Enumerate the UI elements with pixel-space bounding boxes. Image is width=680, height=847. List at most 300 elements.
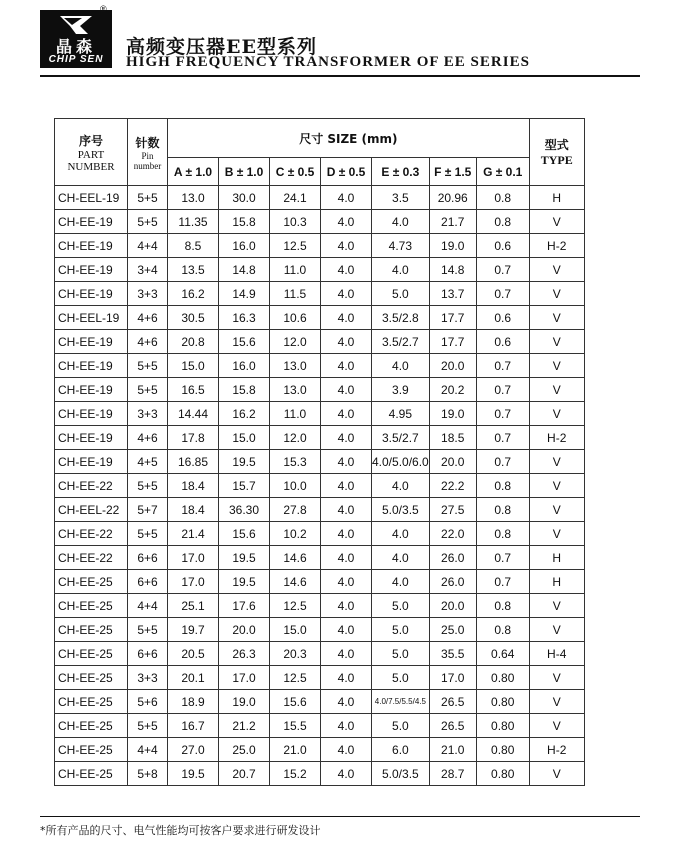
- header-divider: [40, 75, 640, 77]
- part-number-cell: CH-EE-22: [55, 546, 128, 570]
- table-cell: 5.0: [372, 594, 430, 618]
- table-cell: 20.0: [429, 354, 476, 378]
- table-cell: 30.5: [168, 306, 219, 330]
- table-cell: 4.0: [321, 426, 372, 450]
- table-cell: 5.0/3.5: [372, 498, 430, 522]
- table-cell: 4.0: [321, 258, 372, 282]
- table-cell: 5.0/3.5: [372, 762, 430, 786]
- table-cell: 3.5/2.8: [372, 306, 430, 330]
- header-part-cn: 序号: [78, 133, 103, 148]
- table-cell: 5.0: [372, 714, 430, 738]
- table-cell: 0.80: [476, 690, 529, 714]
- table-cell: 4.0: [321, 354, 372, 378]
- table-cell: 11.35: [168, 210, 219, 234]
- table-cell: V: [529, 498, 584, 522]
- table-cell: 26.0: [429, 546, 476, 570]
- table-cell: 15.0: [270, 618, 321, 642]
- table-cell: 0.8: [476, 474, 529, 498]
- table-cell: 4.0: [321, 738, 372, 762]
- part-number-cell: CH-EE-19: [55, 258, 128, 282]
- table-cell: 4.0: [372, 210, 430, 234]
- table-cell: 11.0: [270, 402, 321, 426]
- table-cell: 4.0: [372, 546, 430, 570]
- table-cell: 4.0: [321, 234, 372, 258]
- header-dim-2: C ± 0.5: [270, 158, 321, 186]
- part-number-cell: CH-EE-19: [55, 234, 128, 258]
- table-cell: H: [529, 186, 584, 210]
- table-cell: 6+6: [128, 570, 168, 594]
- table-cell: H-4: [529, 642, 584, 666]
- table-cell: 0.6: [476, 330, 529, 354]
- table-cell: 0.7: [476, 402, 529, 426]
- table-cell: 18.4: [168, 474, 219, 498]
- table-cell: 16.85: [168, 450, 219, 474]
- table-cell: 4.73: [372, 234, 430, 258]
- table-cell: 22.2: [429, 474, 476, 498]
- table-cell: 15.3: [270, 450, 321, 474]
- table-cell: 3+4: [128, 258, 168, 282]
- table-cell: V: [529, 666, 584, 690]
- table-cell: 4.0: [321, 666, 372, 690]
- table-cell: 14.6: [270, 570, 321, 594]
- part-number-cell: CH-EE-19: [55, 378, 128, 402]
- part-number-cell: CH-EE-25: [55, 762, 128, 786]
- header-pin-number: [128, 119, 168, 186]
- table-row: [55, 546, 585, 570]
- table-cell: 17.0: [168, 570, 219, 594]
- header-part-number: [55, 119, 128, 186]
- table-cell: 16.7: [168, 714, 219, 738]
- table-cell: 4.0: [372, 474, 430, 498]
- table-cell: 19.5: [168, 762, 219, 786]
- table-row: [55, 474, 585, 498]
- table-cell: 21.4: [168, 522, 219, 546]
- part-number-cell: CH-EE-22: [55, 522, 128, 546]
- table-cell: 17.0: [219, 666, 270, 690]
- table-cell: 0.6: [476, 234, 529, 258]
- table-cell: V: [529, 618, 584, 642]
- table-cell: 20.7: [219, 762, 270, 786]
- table-cell: 0.8: [476, 618, 529, 642]
- table-cell: 17.0: [429, 666, 476, 690]
- table-cell: 6+6: [128, 546, 168, 570]
- table-cell: V: [529, 714, 584, 738]
- table-cell: V: [529, 210, 584, 234]
- table-cell: 3.9: [372, 378, 430, 402]
- table-cell: H-2: [529, 738, 584, 762]
- table-cell: 19.5: [219, 450, 270, 474]
- table-cell: 18.5: [429, 426, 476, 450]
- table-cell: 5.0: [372, 618, 430, 642]
- table-cell: 4+4: [128, 234, 168, 258]
- table-cell: 3.5/2.7: [372, 426, 430, 450]
- table-cell: 4.0: [321, 474, 372, 498]
- header-size: 尺寸 SIZE (mm): [168, 119, 530, 158]
- header-dim-1: B ± 1.0: [219, 158, 270, 186]
- table-cell: 4.0/7.5/5.5/4.5: [372, 690, 430, 714]
- table-cell: 14.9: [219, 282, 270, 306]
- table-cell: 4.0: [372, 354, 430, 378]
- table-cell: 4.0: [321, 690, 372, 714]
- table-cell: 11.5: [270, 282, 321, 306]
- header-pin-cn: 针数: [135, 135, 160, 150]
- table-cell: 10.0: [270, 474, 321, 498]
- table-cell: 21.2: [219, 714, 270, 738]
- table-cell: 4.0: [321, 330, 372, 354]
- logo: [40, 10, 112, 68]
- table-cell: H: [529, 546, 584, 570]
- table-cell: V: [529, 594, 584, 618]
- table-cell: 0.8: [476, 210, 529, 234]
- table-cell: 4.0: [321, 546, 372, 570]
- table-cell: 19.0: [429, 402, 476, 426]
- table-cell: 20.0: [429, 594, 476, 618]
- table-cell: 16.0: [219, 234, 270, 258]
- table-cell: 15.7: [219, 474, 270, 498]
- table-cell: V: [529, 282, 584, 306]
- table-row: [55, 402, 585, 426]
- table-row: [55, 258, 585, 282]
- table-cell: V: [529, 378, 584, 402]
- table-cell: 4.0: [321, 570, 372, 594]
- table-cell: 25.1: [168, 594, 219, 618]
- table-cell: 5+5: [128, 618, 168, 642]
- table-cell: 4+4: [128, 594, 168, 618]
- table-cell: 25.0: [429, 618, 476, 642]
- table-cell: 4.0: [321, 450, 372, 474]
- table-row: [55, 738, 585, 762]
- header-dim-6: G ± 0.1: [476, 158, 529, 186]
- table-cell: 0.8: [476, 498, 529, 522]
- registered-mark: ®: [100, 4, 107, 14]
- table-cell: V: [529, 474, 584, 498]
- table-cell: 4.0: [372, 522, 430, 546]
- part-number-cell: CH-EE-25: [55, 570, 128, 594]
- table-cell: 11.0: [270, 258, 321, 282]
- table-cell: 4.0/5.0/6.0: [372, 450, 430, 474]
- table-cell: 5+5: [128, 522, 168, 546]
- table-cell: 15.8: [219, 378, 270, 402]
- table-cell: 0.7: [476, 282, 529, 306]
- table-cell: 13.5: [168, 258, 219, 282]
- table-cell: 17.0: [168, 546, 219, 570]
- table-cell: 20.96: [429, 186, 476, 210]
- part-number-cell: CH-EE-25: [55, 594, 128, 618]
- footer-divider: [40, 816, 640, 817]
- table-cell: 4.95: [372, 402, 430, 426]
- table-cell: H-2: [529, 426, 584, 450]
- table-cell: 19.0: [219, 690, 270, 714]
- table-cell: 3.5/2.7: [372, 330, 430, 354]
- table-cell: 4+6: [128, 306, 168, 330]
- table-cell: 4.0: [321, 714, 372, 738]
- logo-mark-icon: [58, 14, 94, 36]
- table-cell: 15.6: [270, 690, 321, 714]
- table-cell: 4.0: [321, 306, 372, 330]
- table-cell: 0.6: [476, 306, 529, 330]
- table-cell: 4.0: [321, 618, 372, 642]
- table-row: [55, 210, 585, 234]
- table-cell: 4.0: [321, 282, 372, 306]
- table-cell: 13.0: [168, 186, 219, 210]
- logo-cn-text: 晶森: [55, 37, 96, 56]
- header-type-cn: 型式: [544, 138, 569, 152]
- part-number-cell: CH-EE-19: [55, 210, 128, 234]
- table-cell: 21.0: [270, 738, 321, 762]
- table-cell: 10.2: [270, 522, 321, 546]
- table-cell: 4.0: [321, 642, 372, 666]
- table-cell: 4.0: [321, 498, 372, 522]
- table-cell: 20.3: [270, 642, 321, 666]
- header-part-en-2: NUMBER: [67, 160, 115, 173]
- table-cell: 21.7: [429, 210, 476, 234]
- table-cell: 26.5: [429, 714, 476, 738]
- header-pin-en-2: number: [133, 160, 162, 171]
- part-number-cell: CH-EE-22: [55, 474, 128, 498]
- table-row: [55, 762, 585, 786]
- table-cell: 27.8: [270, 498, 321, 522]
- table-cell: 16.5: [168, 378, 219, 402]
- table-cell: 15.0: [168, 354, 219, 378]
- table-cell: 15.5: [270, 714, 321, 738]
- table-cell: 28.7: [429, 762, 476, 786]
- table-cell: 4.0: [321, 402, 372, 426]
- table-row: [55, 570, 585, 594]
- table-row: [55, 330, 585, 354]
- part-number-cell: CH-EEL-19: [55, 306, 128, 330]
- part-number-cell: CH-EEL-19: [55, 186, 128, 210]
- table-cell: 10.6: [270, 306, 321, 330]
- table-cell: 5+5: [128, 378, 168, 402]
- table-cell: 14.8: [429, 258, 476, 282]
- table-cell: 20.1: [168, 666, 219, 690]
- table-cell: 17.7: [429, 330, 476, 354]
- table-cell: 13.0: [270, 378, 321, 402]
- table-row: [55, 642, 585, 666]
- table-cell: 14.6: [270, 546, 321, 570]
- table-cell: 20.2: [429, 378, 476, 402]
- table-row: [55, 522, 585, 546]
- table-cell: 12.0: [270, 330, 321, 354]
- table-cell: 6.0: [372, 738, 430, 762]
- table-cell: 4.0: [321, 186, 372, 210]
- table-cell: 5+5: [128, 714, 168, 738]
- part-number-cell: CH-EEL-22: [55, 498, 128, 522]
- table-row: [55, 666, 585, 690]
- table-cell: 13.0: [270, 354, 321, 378]
- table-cell: 0.7: [476, 378, 529, 402]
- table-cell: 10.3: [270, 210, 321, 234]
- table-cell: 12.5: [270, 666, 321, 690]
- table-cell: 26.5: [429, 690, 476, 714]
- table-cell: 12.0: [270, 426, 321, 450]
- part-number-cell: CH-EE-19: [55, 282, 128, 306]
- table-cell: 12.5: [270, 234, 321, 258]
- table-cell: 4.0: [372, 570, 430, 594]
- table-cell: 4+6: [128, 330, 168, 354]
- header-pin-en-1: Pin: [141, 150, 154, 161]
- table-cell: 20.0: [219, 618, 270, 642]
- table-cell: 30.0: [219, 186, 270, 210]
- table-cell: V: [529, 522, 584, 546]
- table-cell: 4.0: [321, 594, 372, 618]
- table-cell: 5+5: [128, 474, 168, 498]
- table-cell: 5+5: [128, 186, 168, 210]
- table-cell: 19.0: [429, 234, 476, 258]
- part-number-cell: CH-EE-25: [55, 738, 128, 762]
- table-cell: 20.8: [168, 330, 219, 354]
- table-cell: 0.7: [476, 570, 529, 594]
- table-cell: 13.7: [429, 282, 476, 306]
- table-cell: 15.6: [219, 330, 270, 354]
- table-cell: H: [529, 570, 584, 594]
- table-cell: 6+6: [128, 642, 168, 666]
- table-cell: 0.8: [476, 522, 529, 546]
- table-row: [55, 426, 585, 450]
- table-cell: 4+6: [128, 426, 168, 450]
- table-row: [55, 450, 585, 474]
- table-row: [55, 690, 585, 714]
- table-cell: 0.80: [476, 738, 529, 762]
- table-cell: 19.7: [168, 618, 219, 642]
- table-row: [55, 618, 585, 642]
- table-row: [55, 186, 585, 210]
- table-cell: 25.0: [219, 738, 270, 762]
- table-cell: 5+7: [128, 498, 168, 522]
- table-cell: 15.6: [219, 522, 270, 546]
- table-row: [55, 378, 585, 402]
- table-row: [55, 282, 585, 306]
- table-cell: 12.5: [270, 594, 321, 618]
- table-cell: 27.0: [168, 738, 219, 762]
- table-cell: 21.0: [429, 738, 476, 762]
- table-cell: 22.0: [429, 522, 476, 546]
- table-cell: 4+4: [128, 738, 168, 762]
- table-cell: 0.7: [476, 426, 529, 450]
- footer-note: *所有产品的尺寸、电气性能均可按客户要求进行研发设计: [40, 824, 321, 837]
- table-cell: 4.0: [321, 378, 372, 402]
- table-cell: 36.30: [219, 498, 270, 522]
- table-cell: 0.80: [476, 666, 529, 690]
- table-cell: 19.5: [219, 570, 270, 594]
- table-cell: 15.0: [219, 426, 270, 450]
- header-dim-0: A ± 1.0: [168, 158, 219, 186]
- table-cell: V: [529, 402, 584, 426]
- header-part-en-1: PART: [77, 148, 105, 161]
- table-cell: 0.7: [476, 258, 529, 282]
- table-cell: 16.2: [168, 282, 219, 306]
- table-cell: 17.6: [219, 594, 270, 618]
- part-number-cell: CH-EE-19: [55, 450, 128, 474]
- header-dim-3: D ± 0.5: [321, 158, 372, 186]
- table-cell: 18.4: [168, 498, 219, 522]
- table-cell: 5+6: [128, 690, 168, 714]
- table-cell: 5+8: [128, 762, 168, 786]
- part-number-cell: CH-EE-19: [55, 426, 128, 450]
- table-row: [55, 714, 585, 738]
- part-number-cell: CH-EE-19: [55, 402, 128, 426]
- table-cell: 5+5: [128, 354, 168, 378]
- table-cell: 4+5: [128, 450, 168, 474]
- part-number-cell: CH-EE-25: [55, 690, 128, 714]
- part-number-cell: CH-EE-25: [55, 618, 128, 642]
- table-cell: 16.0: [219, 354, 270, 378]
- table-cell: 0.7: [476, 546, 529, 570]
- table-cell: 17.8: [168, 426, 219, 450]
- table-cell: V: [529, 330, 584, 354]
- table-row: [55, 234, 585, 258]
- logo-en-text: CHIP SEN: [48, 54, 104, 65]
- table-row: [55, 354, 585, 378]
- table-cell: 0.80: [476, 714, 529, 738]
- table-cell: 15.2: [270, 762, 321, 786]
- table-cell: 0.64: [476, 642, 529, 666]
- header-dim-4: E ± 0.3: [372, 158, 430, 186]
- table-cell: 5.0: [372, 642, 430, 666]
- table-cell: V: [529, 354, 584, 378]
- table-cell: 14.44: [168, 402, 219, 426]
- table-cell: 0.8: [476, 186, 529, 210]
- part-number-cell: CH-EE-19: [55, 354, 128, 378]
- table-cell: 20.0: [429, 450, 476, 474]
- table-cell: 5.0: [372, 666, 430, 690]
- table-cell: 16.3: [219, 306, 270, 330]
- table-cell: 16.2: [219, 402, 270, 426]
- table-cell: 3.5: [372, 186, 430, 210]
- part-number-cell: CH-EE-25: [55, 666, 128, 690]
- header-dim-5: F ± 1.5: [429, 158, 476, 186]
- page-title-en: HIGH FREQUENCY TRANSFORMER OF EE SERIES: [126, 54, 530, 70]
- part-number-cell: CH-EE-19: [55, 330, 128, 354]
- table-cell: 18.9: [168, 690, 219, 714]
- table-cell: 17.7: [429, 306, 476, 330]
- table-cell: 0.7: [476, 450, 529, 474]
- table-cell: V: [529, 690, 584, 714]
- table-row: [55, 594, 585, 618]
- table-cell: 26.0: [429, 570, 476, 594]
- table-cell: 35.5: [429, 642, 476, 666]
- table-row: [55, 306, 585, 330]
- table-cell: H-2: [529, 234, 584, 258]
- table-cell: V: [529, 762, 584, 786]
- table-cell: 26.3: [219, 642, 270, 666]
- table-cell: 19.5: [219, 546, 270, 570]
- table-cell: 0.80: [476, 762, 529, 786]
- header-type: [529, 119, 584, 186]
- table-cell: 4.0: [321, 210, 372, 234]
- table-cell: 3+3: [128, 282, 168, 306]
- page-title-cn: 高频变压器EE型系列: [126, 36, 317, 58]
- part-number-cell: CH-EE-25: [55, 642, 128, 666]
- table-cell: 3+3: [128, 402, 168, 426]
- part-number-cell: CH-EE-25: [55, 714, 128, 738]
- table-cell: 5.0: [372, 282, 430, 306]
- table-cell: 24.1: [270, 186, 321, 210]
- table-cell: 15.8: [219, 210, 270, 234]
- table-cell: 20.5: [168, 642, 219, 666]
- table-cell: 4.0: [372, 258, 430, 282]
- table-cell: 0.8: [476, 594, 529, 618]
- table-cell: V: [529, 450, 584, 474]
- table-cell: 3+3: [128, 666, 168, 690]
- table-cell: 5+5: [128, 210, 168, 234]
- spec-table: [54, 118, 585, 786]
- table-cell: 27.5: [429, 498, 476, 522]
- table-cell: V: [529, 258, 584, 282]
- table-row: [55, 498, 585, 522]
- table-cell: V: [529, 306, 584, 330]
- table-cell: 8.5: [168, 234, 219, 258]
